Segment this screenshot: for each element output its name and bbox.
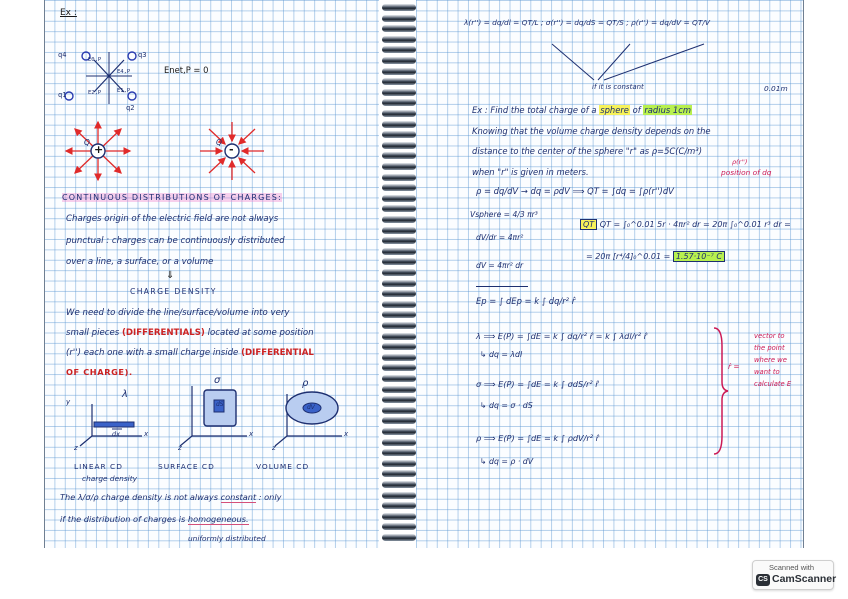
spiral-coil xyxy=(382,481,416,488)
spiral-coil xyxy=(382,396,416,403)
charge-q-positive: Q xyxy=(84,138,90,147)
negative-sign: - xyxy=(229,143,234,156)
differentials-emphasis: (DIFFERENTIALS) xyxy=(121,328,205,338)
linear-cd-subcaption: charge density xyxy=(82,474,138,483)
spiral-coil xyxy=(382,258,416,265)
spiral-coil xyxy=(382,25,416,32)
lambda-converging-lines xyxy=(534,40,714,86)
spiral-coil xyxy=(382,227,416,234)
eq-integral: QT QT = ∫₀^0.01 5r · 4πr² dr = 20π ∫₀^0.01 r³ dr = xyxy=(580,220,791,229)
spiral-coil xyxy=(382,46,416,53)
spiral-coil xyxy=(382,523,416,530)
differential-of-charge-emphasis: (DIFFERENTIAL xyxy=(241,348,314,358)
spiral-coil xyxy=(382,534,416,541)
ds-label: dS xyxy=(216,401,224,408)
charge-label-q1: q1 xyxy=(58,91,67,99)
spiral-coil xyxy=(382,142,416,149)
sphere-highlight: sphere xyxy=(600,105,629,115)
right-notebook-page xyxy=(416,0,804,548)
example-line3: distance to the center of the sphere "r" as ρ=5C(C/m³) xyxy=(472,146,702,156)
position-note: position of dq xyxy=(721,168,772,177)
paragraph1-line3: over a line, a surface, or a volume xyxy=(66,257,214,267)
dx-label: dx xyxy=(112,430,120,438)
positive-sign: + xyxy=(94,143,104,156)
spiral-coil xyxy=(382,4,416,11)
eq-dv: dV = 4πr² dr xyxy=(476,261,524,270)
r-hat-label: r̂ = xyxy=(728,362,740,371)
paragraph2-line2: small pieces (DIFFERENTIALS) located at some position xyxy=(66,328,314,338)
divider-line xyxy=(476,286,528,287)
spiral-coil xyxy=(382,354,416,361)
spiral-coil xyxy=(382,269,416,276)
spiral-coil xyxy=(382,311,416,318)
example-line2: Knowing that the volume charge density depends on the xyxy=(472,126,711,136)
qt-boxed: QT xyxy=(580,219,597,230)
section-heading: CONTINUOUS DISTRIBUTIONS OF CHARGES: xyxy=(62,193,282,202)
vector-note-4: want to xyxy=(754,368,780,376)
spiral-coil xyxy=(382,375,416,382)
spiral-coil xyxy=(382,386,416,393)
spiral-coil xyxy=(382,195,416,202)
spiral-coil xyxy=(382,439,416,446)
spiral-coil xyxy=(382,99,416,106)
example-line4: when "r" is given in meters. xyxy=(472,167,589,177)
spiral-coil xyxy=(382,290,416,297)
field-label-e2p: E2,P xyxy=(88,90,102,96)
vector-note-2: the point xyxy=(754,344,785,352)
axis-y-linear: y xyxy=(66,398,71,406)
radius-annotation: 0.01m xyxy=(764,84,788,93)
example-line1: Ex : Find the total charge of a sphere of radius 1cm xyxy=(472,105,692,115)
dv-label: dV xyxy=(307,404,315,411)
example-title: Ex : xyxy=(60,8,77,18)
rho-dq: ↳ dq = ρ · dV xyxy=(480,457,534,466)
spiral-coil xyxy=(382,36,416,43)
spiral-coil xyxy=(382,449,416,456)
lambda-dq: ↳ dq = λdl xyxy=(480,350,523,359)
arrow-down: ⇓ xyxy=(166,270,175,281)
paragraph2-line4: OF CHARGE). xyxy=(66,367,133,377)
left-notebook-page xyxy=(44,0,381,548)
spiral-coil xyxy=(382,470,416,477)
spiral-coil xyxy=(382,407,416,414)
constant-highlight: constant xyxy=(220,492,257,502)
lambda-definition-line: λ(r'') = dq/dl = QT/L ; σ(r'') = dq/dS = QT/S ; ρ(r'') = dq/dV = QT/V xyxy=(464,18,710,27)
net-field-result: Enet,P = 0 xyxy=(164,65,209,75)
field-label-e0p: E0,P xyxy=(88,57,102,63)
density-diagrams xyxy=(72,378,362,450)
charge-q-negative: Q xyxy=(216,138,222,147)
spiral-coil xyxy=(382,280,416,287)
spiral-coil xyxy=(382,502,416,509)
spiral-coil xyxy=(382,152,416,159)
axis-z-linear: z xyxy=(74,444,78,452)
rho-label: ρ(r'') xyxy=(732,158,748,166)
spiral-coil xyxy=(382,460,416,467)
final-line2: if the distribution of charges is homogeneous. xyxy=(60,514,249,524)
axis-z-volume: z xyxy=(272,444,276,452)
pink-brace xyxy=(710,326,730,456)
lambda-field-eq: λ ⟹ E(P) = ∫dE = k ∫ dq/r² r̂ = k ∫ λdl/r² r̂ xyxy=(476,331,648,341)
charge-label-q3: q3 xyxy=(138,51,147,59)
paragraph2-line1: We need to divide the line/surface/volume into very xyxy=(66,308,290,318)
eq-dvdr: dV/dr = 4πr² xyxy=(476,233,524,242)
rho-symbol: ρ xyxy=(302,378,309,389)
sigma-field-eq: σ ⟹ E(P) = ∫dE = k ∫ σdS/r² r̂ xyxy=(476,379,599,389)
spiral-coil xyxy=(382,333,416,340)
spiral-coil xyxy=(382,68,416,75)
spiral-coil xyxy=(382,205,416,212)
scanned-with-text: Scanned with xyxy=(769,563,815,572)
eq-result-line: = 20π [r⁴/4]₀^0.01 = 1.57·10⁻⁷ C xyxy=(586,252,725,261)
spiral-coil xyxy=(382,364,416,371)
vector-note-5: calculate E xyxy=(754,380,792,388)
radius-highlight: radius 1cm xyxy=(644,105,692,115)
e-field-line: Ep = ∫ dEp = k ∫ dq/r² r̂ xyxy=(476,296,576,306)
spiral-coil xyxy=(382,417,416,424)
spiral-coil xyxy=(382,163,416,170)
camscanner-logo-icon: CS xyxy=(756,574,770,586)
camscanner-badge xyxy=(752,560,837,590)
spiral-binding xyxy=(379,0,419,548)
spiral-coil xyxy=(382,216,416,223)
paragraph1-line2: punctual : charges can be continuously distributed xyxy=(66,236,285,246)
spiral-coil xyxy=(382,57,416,64)
charge-label-q4: q4 xyxy=(58,51,67,59)
eq-rho-dq: ρ = dq/dV → dq = ρdV ⟹ QT = ∫dq = ∫ρ(r'')dV xyxy=(476,186,674,196)
spiral-coil xyxy=(382,174,416,181)
axis-x-surface: x xyxy=(249,430,254,438)
field-label-e1p: E1,P xyxy=(117,88,131,94)
paragraph2-line3: (r'') each one with a small charge inside (DIFFERENTIAL xyxy=(66,348,314,358)
spiral-coil xyxy=(382,89,416,96)
charge-label-q2: q2 xyxy=(126,104,135,112)
result-value: 1.57·10⁻⁷ C xyxy=(673,251,725,262)
surface-cd-caption: SURFACE CD xyxy=(158,462,215,471)
final-line1: The λ/σ/ρ charge density is not always constant : only xyxy=(60,492,282,502)
vector-note-3: where we xyxy=(754,356,787,364)
sigma-symbol: σ xyxy=(214,375,221,386)
spiral-coil xyxy=(382,248,416,255)
axis-z-surface: z xyxy=(178,444,182,452)
spiral-coil xyxy=(382,428,416,435)
lambda-constant-note: if it is constant xyxy=(592,83,644,91)
spiral-coil xyxy=(382,131,416,138)
axis-x-linear: x xyxy=(144,430,149,438)
linear-cd-caption: LINEAR CD xyxy=(74,462,123,471)
spiral-coil xyxy=(382,110,416,117)
homogeneous-underline: homogeneous. xyxy=(187,514,249,524)
field-label-e4p: E4,P xyxy=(117,69,131,75)
spiral-coil xyxy=(382,513,416,520)
uniform-note: uniformly distributed xyxy=(188,534,266,543)
spiral-coil xyxy=(382,492,416,499)
paragraph1-line1: Charges origin of the electric field are not always xyxy=(66,214,279,224)
sigma-dq: ↳ dq = σ · dS xyxy=(480,401,533,410)
spiral-coil xyxy=(382,184,416,191)
axis-x-volume: x xyxy=(344,430,349,438)
spiral-coil xyxy=(382,121,416,128)
spiral-coil xyxy=(382,322,416,329)
spiral-coil xyxy=(382,15,416,22)
lambda-symbol: λ xyxy=(122,389,128,400)
rho-field-eq: ρ ⟹ E(P) = ∫dE = k ∫ ρdV/r² r̂ xyxy=(476,433,599,443)
spiral-coil xyxy=(382,237,416,244)
charge-density-label: CHARGE DENSITY xyxy=(130,287,217,296)
vector-note-1: vector to xyxy=(754,332,785,340)
volume-cd-caption: VOLUME CD xyxy=(256,462,310,471)
spiral-coil xyxy=(382,301,416,308)
eq-vsphere: Vsphere = 4/3 πr³ xyxy=(470,210,538,219)
spiral-coil xyxy=(382,78,416,85)
spiral-coil xyxy=(382,343,416,350)
camscanner-name: CamScanner xyxy=(772,573,837,585)
